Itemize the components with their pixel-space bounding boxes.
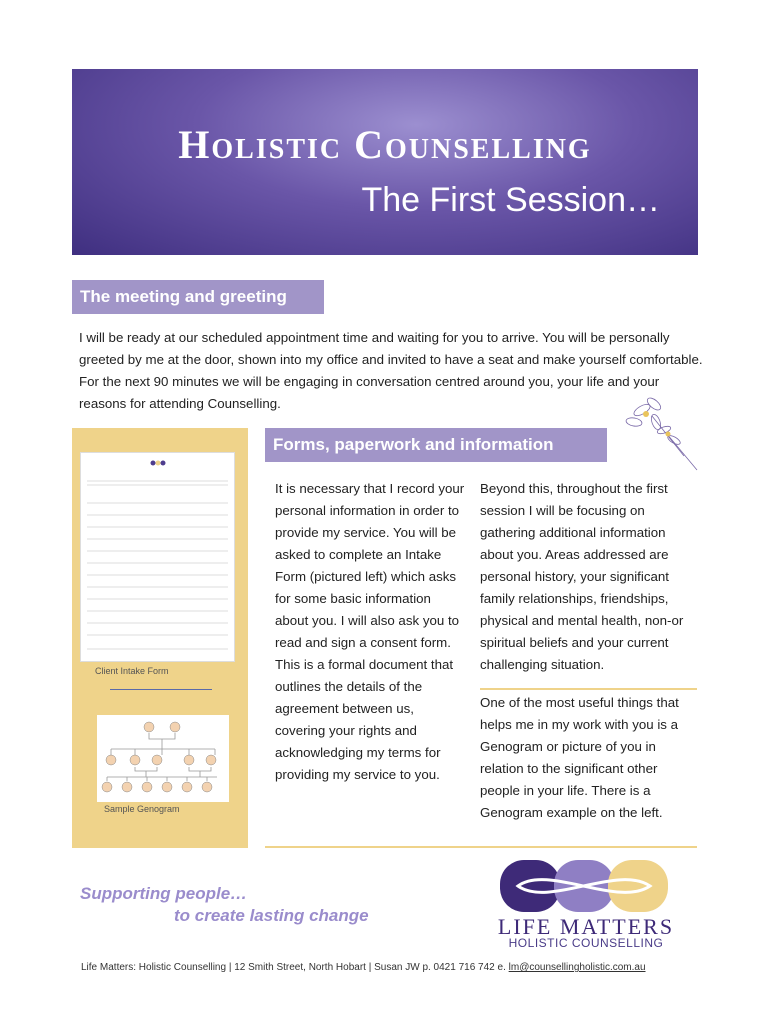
- genogram-graphic: [97, 715, 229, 802]
- forms-column-1: It is necessary that I record your personal information in order to provide my service. You will be asked to complete an Intake Form (pictured left) which asks for some basic information about you. I will also ask you to read and sign a consent form. This is a formal document that outlines the details of the agreement between us, covering your rights and acknowledging my terms for providing my service to you.: [275, 481, 465, 782]
- caption-divider: [110, 689, 212, 690]
- forms-heading: Forms, paperwork and information: [265, 428, 607, 462]
- logo-icon: [498, 858, 670, 914]
- page-subtitle: The First Session…: [361, 181, 660, 219]
- column-divider: [480, 688, 697, 690]
- page-title: Holistic Counselling: [178, 122, 592, 167]
- footer: [81, 962, 701, 973]
- intake-form-graphic: [81, 453, 234, 661]
- meeting-heading: The meeting and greeting: [72, 280, 324, 314]
- footer-contact: Life Matters: Holistic Counselling | 12 Smith Street, North Hobart | Susan JW p. 0421 716 742 e.: [81, 962, 509, 973]
- intake-form-thumbnail: [80, 452, 235, 662]
- header-banner: [72, 69, 698, 255]
- forms-column-3: One of the most useful things that helps me in my work with you is a Genogram or picture of you in relation to the significant other people in your life. There is a Genogram example on the left.: [480, 695, 679, 820]
- section-divider: [265, 846, 697, 848]
- tagline-line-2: to create lasting change: [174, 906, 369, 925]
- genogram-thumbnail: [97, 715, 229, 802]
- genogram-caption: Sample Genogram: [104, 804, 180, 814]
- tagline-line-1: Supporting people…: [80, 884, 248, 903]
- email-link[interactable]: lm@counsellingholistic.com.au: [508, 962, 646, 973]
- intake-form-caption: Client Intake Form: [95, 666, 169, 676]
- forms-column-2: Beyond this, throughout the first session I will be focusing on gathering additional information about you. Areas addressed are personal history, your significant family relationships, friendships, physical and mental health, non-or spiritual beliefs and your current challenging situation.: [480, 481, 684, 672]
- logo-subtitle: HOLISTIC COUNSELLING: [508, 936, 664, 950]
- meeting-body: I will be ready at our scheduled appointment time and waiting for you to arrive. You will be personally greeted by me at the door, shown into my office and invited to have a seat and make yourself comfortable. For the next 90 minutes we will be engaging in conversation centred around you, your life and your reasons for attending Counselling.: [79, 330, 703, 411]
- logo-name: LIFE MATTERS: [497, 914, 675, 939]
- flower-illustration: [612, 396, 702, 476]
